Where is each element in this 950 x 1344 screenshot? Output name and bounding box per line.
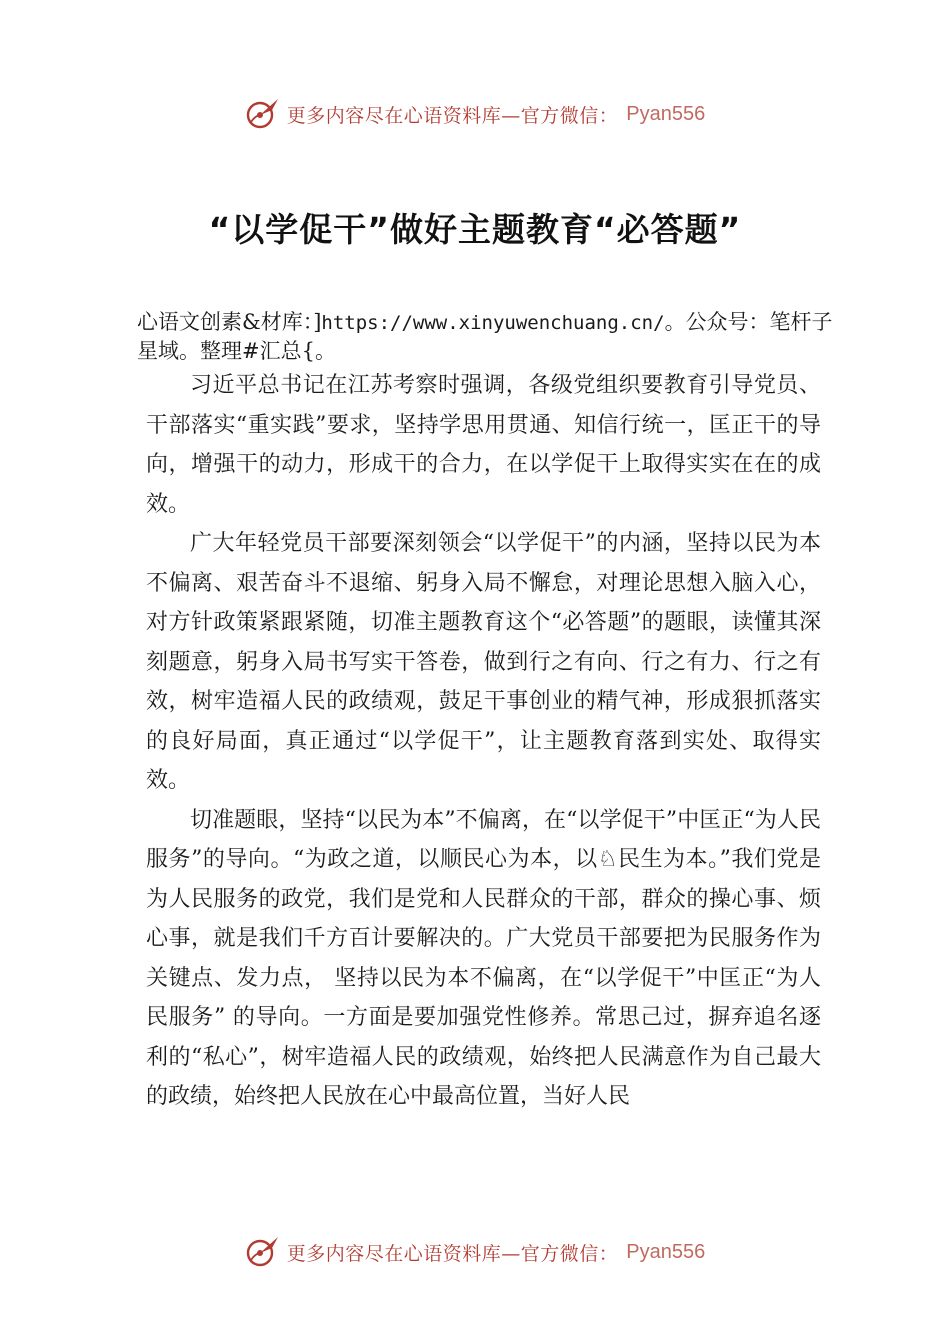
paragraph: 广大年轻党员干部要深刻领会“以学促干”的内涵，坚持以民为本不偏离、艰苦奋斗不退缩、躬身入局不懈怠，对理论思想入脑入心，对方针政策紧跟紧随，切准主题教育这个“必答题”的题眼，读懂其深刻题意，躬身入局书写实干答卷，做到行之有向、行之有力、行之有效，树牢造福人民的政绩观，鼓足干事创业的精气神，形成狠抓落实的良好局面，真正通过“以学促干”，让主题教育落到实处、取得实效。 [146, 531, 821, 793]
source-url: https://www.xinyuwenchuang.cn/ [321, 312, 665, 334]
watermark-text: 更多内容尽在心语资料库—官方微信： [286, 104, 619, 127]
watermark-text: 更多内容尽在心语资料库—官方微信： [286, 1242, 619, 1265]
source-prefix: 心语文创素&材库：] [137, 310, 322, 334]
watermark-wechat-id: Pyan556 [626, 1240, 706, 1263]
quill-logo-icon [245, 1234, 281, 1270]
paragraph: 习近平总书记在江苏考察时强调，各级党组织要教育引导党员、干部落实“重实践”要求，坚持学思用贯通、知信行统一，匡正干的导向，增强干的动力，形成干的合力，在以学促干上取得实实在在的成效。 [146, 373, 821, 517]
source-suffix: 。公众号：笔杆子星域。整理#汇总{。 [137, 310, 833, 363]
paragraph: 切准题眼，坚持“以民为本”不偏离，在“以学促干”中匡正“为人民服务”的导向。“为政之道，以顺民心为本，以♘民生为本。”我们党是为人民服务的政党，我们是党和人民群众的干部，群众的操心事、烦心事，就是我们千方百计要解决的。广大党员干部要把为民服务作为关键点、发力点， 坚持以民为本不偏离，在“以学促干”中匡正“为人民服务” 的导向。一方面是要加强党性修养。常思己过，摒弃追名逐利的“私心”，树牢造福人民的政绩观，始终把人民满意作为自己最大的政绩，始终把人民放在心中最高位置，当好人民 [146, 807, 821, 1109]
source-line [137, 308, 837, 365]
watermark-wechat-id: Pyan556 [626, 102, 706, 125]
footer-watermark [0, 1232, 950, 1272]
document-body [146, 366, 821, 1117]
header-watermark [0, 94, 950, 134]
document-title: “以学促干”做好主题教育“必答题” [208, 210, 742, 249]
quill-logo-icon [245, 96, 281, 132]
